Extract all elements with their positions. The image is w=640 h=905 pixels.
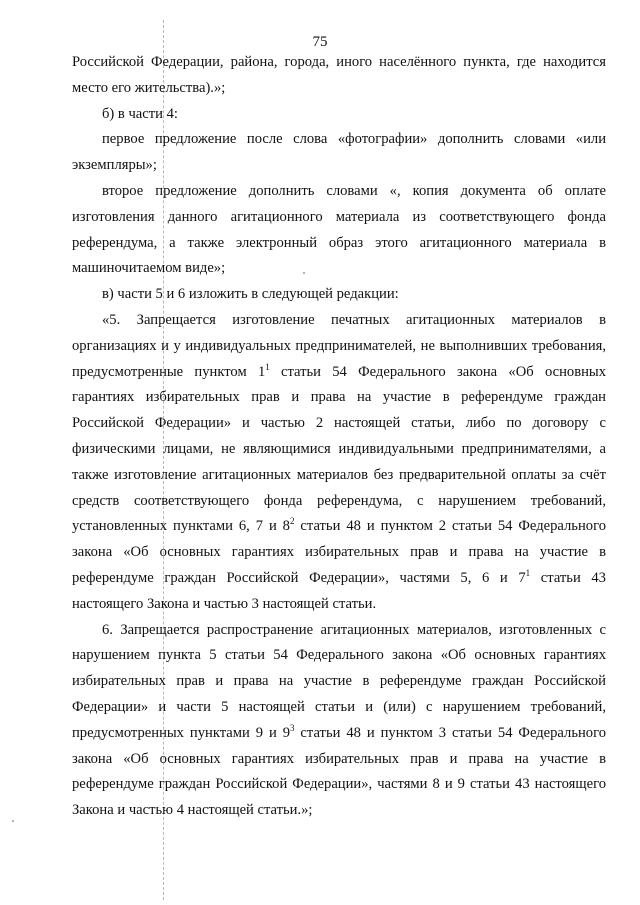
paragraph-part-6: [72, 618, 606, 824]
superscript: 2: [289, 516, 295, 527]
text-run: 6. Запрещается распространение агитационных материалов, изготовленных с нарушением пункта 5 статьи 54 Федерального закона «Об основных гарантиях избирательных прав и права на участие в референдуме граждан Российской Федерации» и части 5 настоящей статьи и (или) с нарушением требований, предусмотренных пунктами 9 и 9: [72, 621, 606, 741]
text-run: статьи 54 Федерального закона «Об основных гарантиях избирательных прав и права на участие в референдуме граждан Российской Федерации» и частью 2 настоящей статьи, либо по договору с физическими лицами, не являющимися индивидуальными предпринимателями, а также изготовление агитационных материалов без предварительной оплаты за счёт средств соответствующего фонда референдума, с нарушением требований, установленных пунктами 6, 7 и 8: [72, 363, 606, 535]
superscript: 3: [290, 722, 295, 733]
paragraph-item-b: б) в части 4:: [102, 105, 178, 122]
page-number: 75: [312, 34, 328, 50]
superscript: 1: [525, 568, 531, 579]
paragraph-part-5: [72, 308, 606, 618]
paragraph-item-v: в) части 5 и 6 изложить в следующей редакции:: [102, 286, 399, 303]
text-run: статьи 43 настоящего Закона и частью 3 настоящей статьи.: [72, 569, 606, 612]
text-run: статьи 48 и пунктом 3 статьи 54 Федерального закона «Об основных гарантиях избирательных прав и права на участие в референдуме граждан Российской Федерации», частями 8 и 9 статьи 43 настоящего Закона и частью 4 настоящей статьи.»;: [72, 724, 607, 819]
superscript: 1: [265, 361, 270, 372]
text-run: «5. Запрещается изготовление печатных агитационных материалов в организациях и у индивидуальных предпринимателей, не выполнивших требования, предусмотренные пунктом 1: [72, 311, 606, 380]
text-run: статьи 48 и пунктом 2 статьи 54 Федерального закона «Об основных гарантиях избирательных прав и права на участие в референдуме граждан Российской Федерации», частями 5, 6 и 7: [72, 518, 606, 586]
paragraph-first-sentence: первое предложение после слова «фотографии» дополнить словами «или экземпляры»;: [72, 131, 606, 174]
paragraph-second-sentence: второе предложение дополнить словами «, копия документа об оплате изготовления данного агитационного материала из соответствующего фонда референдума, а также электронный образ этого агитационного материала в машиночитаемом виде»;: [72, 182, 606, 277]
scan-speck: [12, 820, 14, 822]
paragraph-continuation: Российской Федерации, района, города, иного населённого пункта, где находится место его жительства).»;: [72, 54, 606, 96]
document-body: [72, 50, 606, 824]
